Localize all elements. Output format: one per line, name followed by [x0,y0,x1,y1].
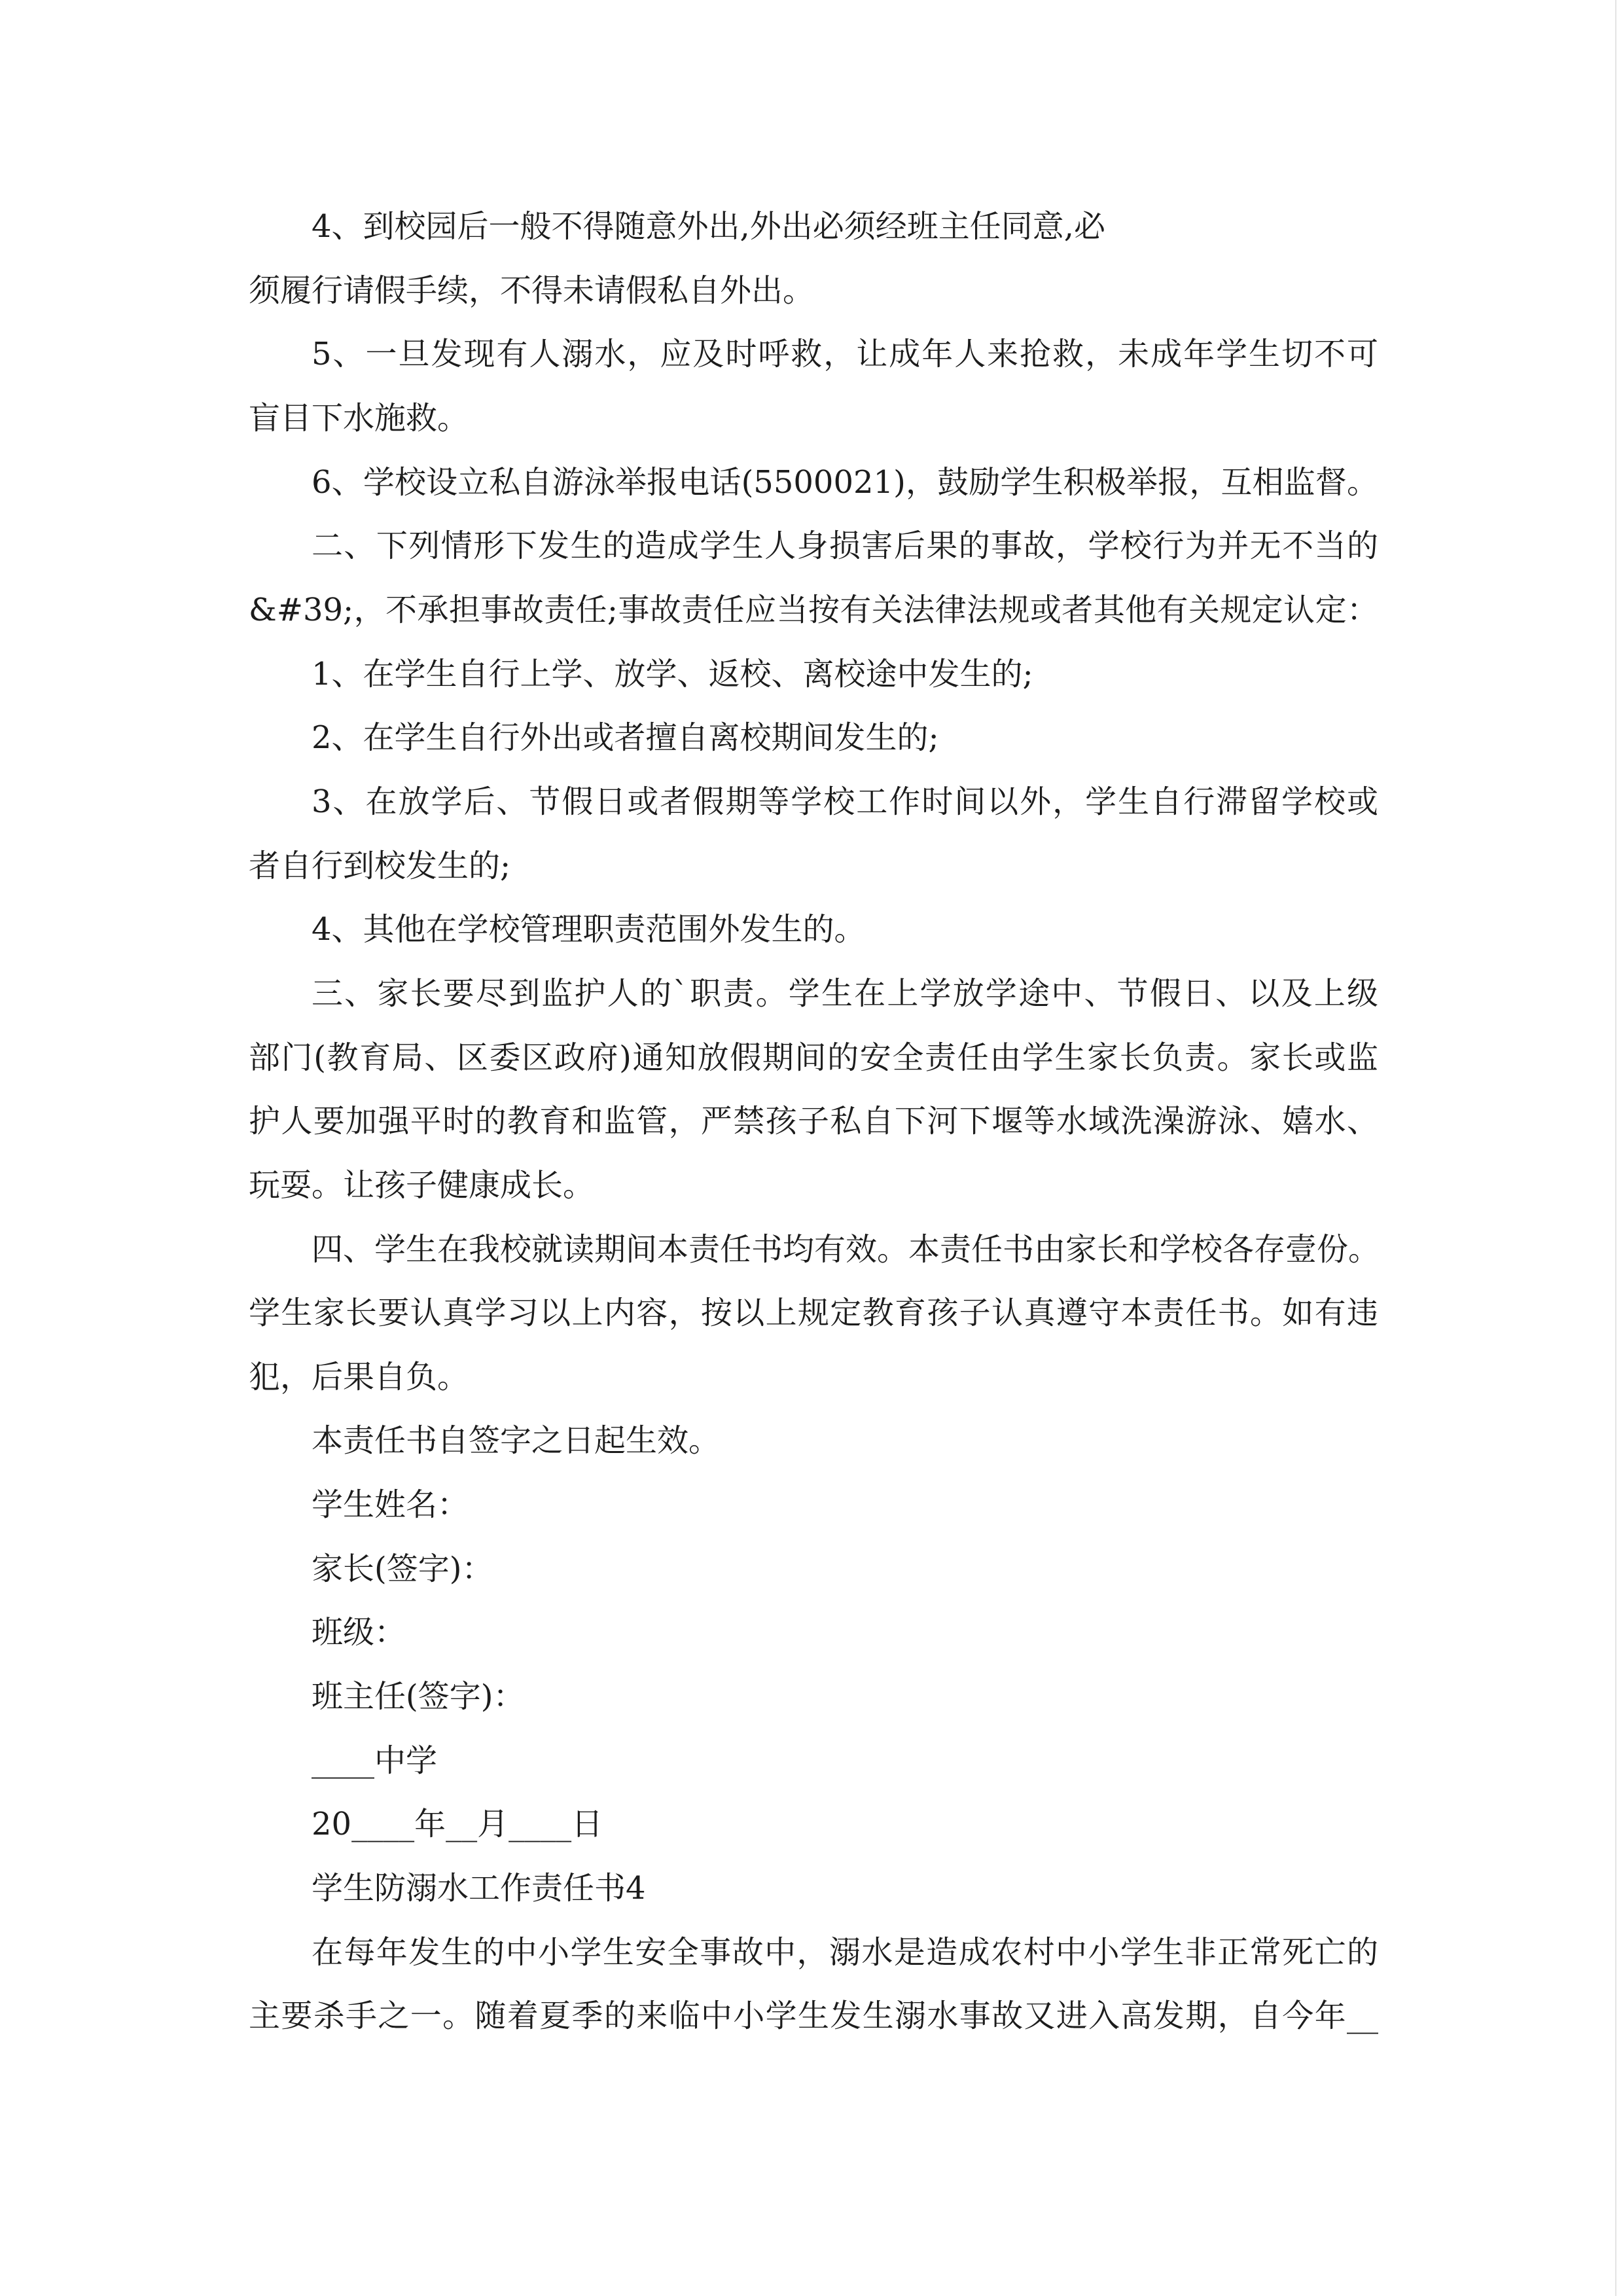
rule-4-line-1: 4、到校园后一般不得随意外出,外出必须经班主任同意,必 [312,208,1106,245]
clause-4-line: 4、其他在学校管理职责范围外发生的。 [312,911,866,948]
rule-5-line-1: 5、一旦发现有人溺水，应及时呼救，让成年人来抢救，未成年学生切不可 [312,336,1378,373]
clause-1-line: 1、在学生自行上学、放学、返校、离校途中发生的; [312,655,1033,692]
rule-6-line-1: 6、学校设立私自游泳举报电话(5500021)，鼓励学生积极举报，互相监督。 [312,463,1378,501]
section-4-line-1: 四、学生在我校就读期间本责任书均有效。本责任书由家长和学校各存壹份。 [312,1230,1380,1268]
parent-signature-field: 家长(签字)： [312,1550,493,1587]
rule-5-line-2: 盲目下水施救。 [249,399,469,437]
scan-edge-divider [1615,0,1616,2296]
next-document-line-2: 主要杀手之一。随着夏季的来临中小学生发生溺水事故又进入高发期，自今年__ [249,1998,1378,2035]
effective-statement: 本责任书自签字之日起生效。 [312,1422,721,1460]
clause-3-line-2: 者自行到校发生的; [249,847,511,884]
section-3-line-3: 护人要加强平时的教育和监管，严禁孩子私自下河下堰等水域洗澡游泳、嬉水、 [249,1103,1378,1140]
section-4-line-2: 学生家长要认真学习以上内容，按以上规定教育孩子认真遵守本责任书。如有违 [249,1295,1378,1332]
section-3-line-4: 玩耍。让孩子健康成长。 [249,1166,595,1204]
section-4-line-3: 犯，后果自负。 [249,1358,469,1395]
clause-3-line-1: 3、在放学后、节假日或者假期等学校工作时间以外，学生自行滞留学校或 [312,783,1378,820]
rule-4-line-2: 须履行请假手续，不得未请假私自外出。 [249,272,815,309]
head-teacher-signature-field: 班主任(签字)： [312,1678,525,1715]
date-field: 20____年__月____日 [312,1806,603,1843]
section-2-line-2: &#39;，不承担事故责任;事故责任应当按有关法律法规或者其他有关规定认定： [249,591,1378,628]
section-3-line-2: 部门(教育局、区委区政府)通知放假期间的安全责任由学生家长负责。家长或监 [249,1039,1378,1076]
section-3-line-1: 三、家长要尽到监护人的`职责。学生在上学放学途中、节假日、以及上级 [312,975,1378,1012]
document-body [249,195,1378,2049]
next-document-title: 学生防溺水工作责任书4 [312,1870,646,1907]
clause-2-line: 2、在学生自行外出或者擅自离校期间发生的; [312,719,939,757]
class-field: 班级： [312,1614,406,1651]
section-2-line-1: 二、下列情形下发生的造成学生人身损害后果的事故，学校行为并无不当的 [312,528,1378,565]
school-name-field: ____中学 [312,1742,438,1779]
next-document-line-1: 在每年发生的中小学生安全事故中，溺水是造成农村中小学生非正常死亡的 [312,1933,1378,1971]
student-name-field: 学生姓名： [312,1486,469,1524]
